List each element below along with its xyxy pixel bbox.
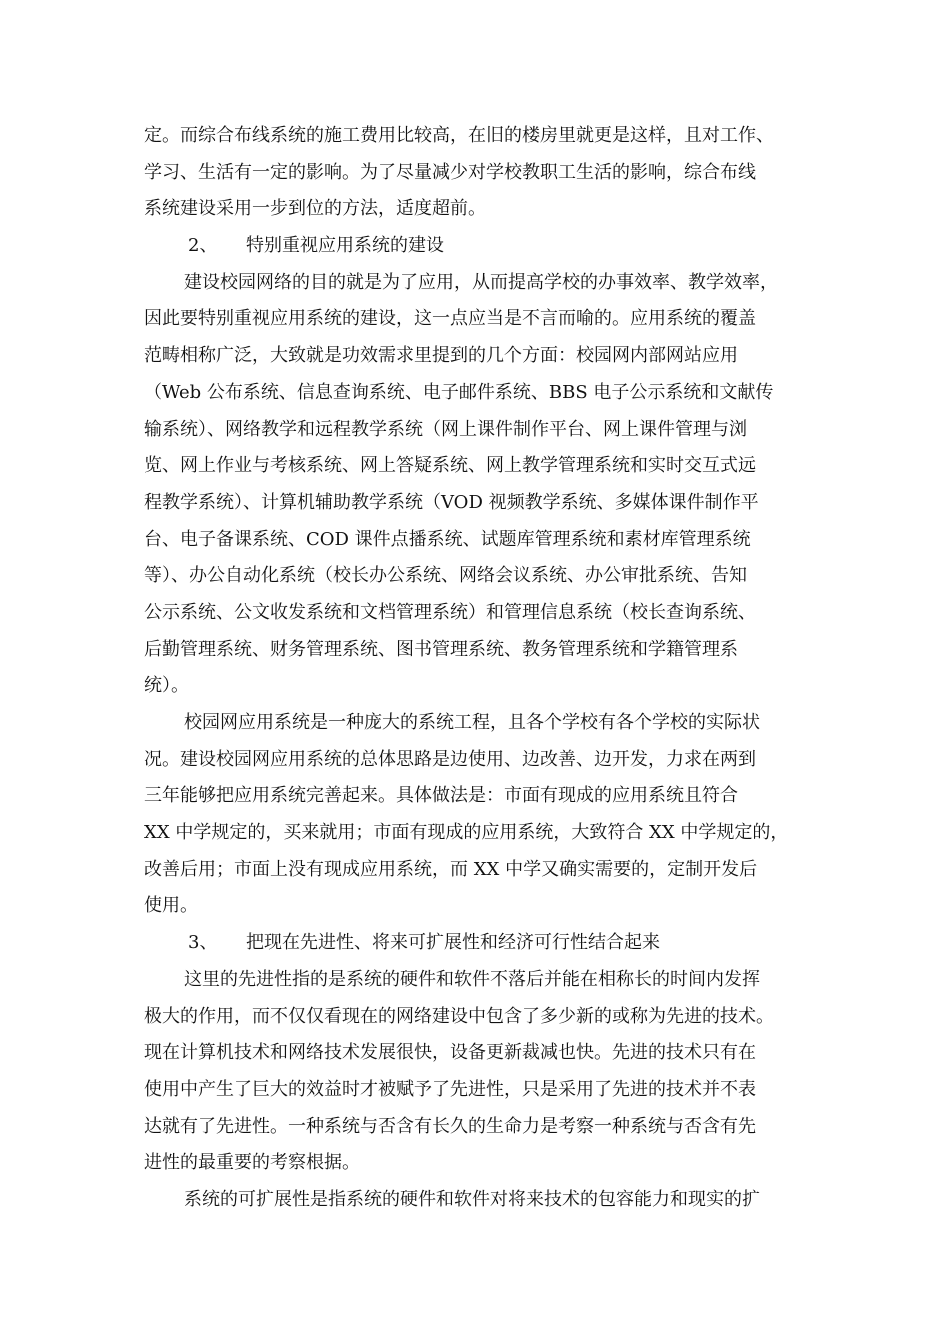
paragraph-first-line: 校园网应用系统是一种庞大的系统工程，且各个学校有各个学校的实际状 — [184, 712, 760, 733]
paragraph-first-line: 建设校园网络的目的就是为了应用，从而提高学校的办事效率、教学效率， — [184, 271, 778, 293]
body-line: 览、网上作业与考核系统、网上答疑系统、网上教学管理系统和实时交互式远 — [144, 455, 756, 477]
body-line: 系统建设采用一步到位的方法，适度超前。 — [144, 198, 486, 220]
body-line: 等）、办公自动化系统（校长办公系统、网络会议系统、办公审批系统、告知 — [144, 565, 747, 587]
body-line: 后勤管理系统、财务管理系统、图书管理系统、教务管理系统和学籍管理系 — [144, 638, 738, 660]
body-line: XX 中学规定的，买来就用；市面有现成的应用系统，大致符合 XX 中学规定的， — [144, 822, 789, 844]
section-heading-3 — [144, 925, 816, 962]
body-line: 使用中产生了巨大的效益时才被赋予了先进性，只是采用了先进的技术并不表 — [144, 1078, 756, 1100]
body-line: 三年能够把应用系统完善起来。具体做法是：市面有现成的应用系统且符合 — [144, 785, 738, 807]
body-line: 改善后用；市面上没有现成应用系统，而 XX 中学又确实需要的，定制开发后 — [144, 858, 758, 880]
section-title: 特别重视应用系统的建设 — [246, 235, 444, 257]
body-line: 输系统）、网络教学和远程教学系统（网上课件制作平台、网上课件管理与浏 — [144, 418, 747, 440]
section-title: 把现在先进性、将来可扩展性和经济可行性结合起来 — [246, 932, 660, 954]
paragraph-first-line: 这里的先进性指的是系统的硬件和软件不落后并能在相称长的时间内发挥 — [184, 968, 760, 990]
body-line: 况。建设校园网应用系统的总体思路是边使用、边改善、边开发，力求在两到 — [144, 748, 756, 770]
body-line: 达就有了先进性。一种系统与否含有长久的生命力是考察一种系统与否含有先 — [144, 1115, 756, 1137]
body-line: 台、电子备课系统、COD 课件点播系统、试题库管理系统和素材库管理系统 — [144, 528, 751, 550]
body-line: 使用。 — [144, 895, 198, 917]
body-line: （Web 公布系统、信息查询系统、电子邮件系统、BBS 电子公示系统和文献传 — [144, 381, 774, 403]
section-heading-2 — [144, 228, 816, 265]
body-line: 范畴相称广泛，大致就是功效需求里提到的几个方面：校园网内部网站应用 — [144, 345, 738, 367]
paragraph-first-line: 系统的可扩展性是指系统的硬件和软件对将来技术的包容能力和现实的扩 — [184, 1188, 760, 1210]
body-line: 进性的最重要的考察根据。 — [144, 1152, 360, 1174]
body-line: 现在计算机技术和网络技术发展很快，设备更新裁减也快。先进的技术只有在 — [144, 1042, 756, 1064]
body-line: 学习、生活有一定的影响。为了尽量减少对学校教职工生活的影响，综合布线 — [144, 161, 756, 183]
body-line: 极大的作用，而不仅仅看现在的网络建设中包含了多少新的或称为先进的技术。 — [144, 1005, 774, 1027]
section-number: 3、 — [188, 932, 218, 954]
body-line: 公示系统、公文收发系统和文档管理系统）和管理信息系统（校长查询系统、 — [144, 601, 756, 623]
section-number: 2、 — [188, 235, 218, 257]
body-line: 定。而综合布线系统的施工费用比较高，在旧的楼房里就更是这样，且对工作、 — [144, 125, 774, 146]
document-body — [144, 118, 816, 1219]
body-line: 程教学系统）、计算机辅助教学系统（VOD 视频教学系统、多媒体课件制作平 — [144, 491, 759, 513]
body-line: 因此要特别重视应用系统的建设，这一点应当是不言而喻的。应用系统的覆盖 — [144, 308, 756, 330]
body-line: 统）。 — [144, 675, 189, 697]
